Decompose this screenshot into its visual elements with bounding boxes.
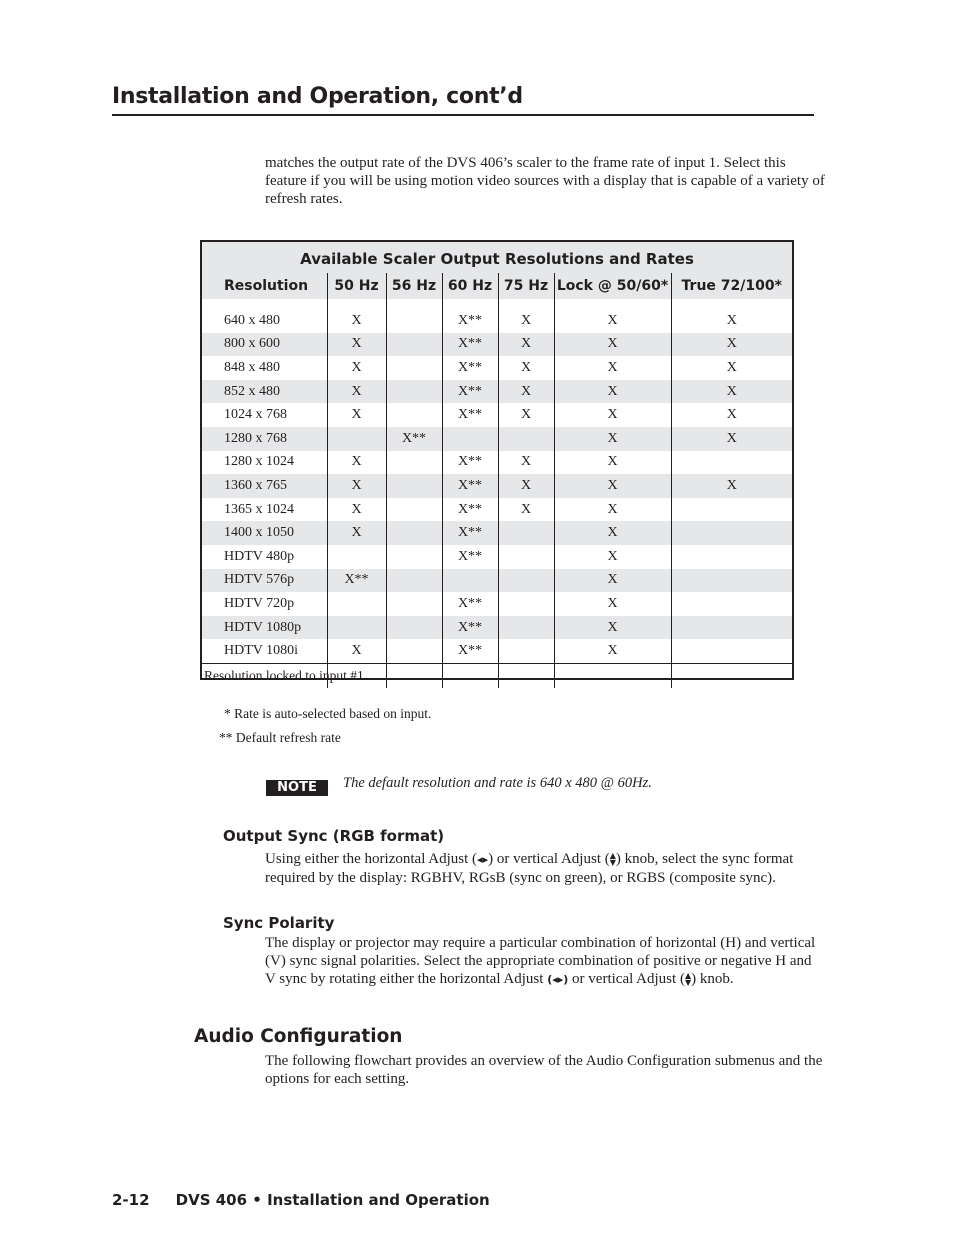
table-row (202, 380, 792, 404)
column-header: 56 Hz (386, 273, 442, 299)
rate-cell: X (554, 403, 671, 427)
rate-cell (442, 427, 498, 451)
column-header: Lock @ 50/60* (554, 273, 671, 299)
rate-cell: X (498, 356, 554, 380)
table-row (202, 474, 792, 498)
sync-polarity-text-a: The display or projector may require a particular combination of horizontal (H) and vertical (V) sync signal polarities. Select the appropriate combination of positive or negative H and V sync by rotating either the horizontal Adjust (265, 935, 816, 987)
column-header: 60 Hz (442, 273, 498, 299)
table-cell (386, 299, 442, 309)
rate-cell (498, 521, 554, 545)
table-row (202, 403, 792, 427)
rate-cell (386, 616, 442, 640)
resolution-cell: 1024 x 768 (224, 407, 287, 423)
rate-cell: X** (442, 309, 498, 333)
rate-cell (498, 616, 554, 640)
rate-cell: X** (442, 592, 498, 616)
rate-cell (386, 333, 442, 357)
rate-cell (671, 451, 792, 475)
rate-cell (386, 639, 442, 663)
rate-cell: X (671, 333, 792, 357)
table-header-row (202, 273, 792, 299)
rate-cell (671, 569, 792, 593)
resolutions-grid (202, 273, 792, 688)
table-row (202, 569, 792, 593)
resolution-cell: 1365 x 1024 (224, 501, 294, 517)
table-cell (498, 299, 554, 309)
rate-cell (442, 663, 498, 687)
rate-cell: X (327, 521, 386, 545)
rate-cell: X (671, 380, 792, 404)
rate-cell: X** (327, 569, 386, 593)
rate-cell (498, 545, 554, 569)
rate-cell: X (498, 309, 554, 333)
table-row (202, 545, 792, 569)
rate-cell (671, 616, 792, 640)
rate-cell: X (554, 474, 671, 498)
resolution-cell: HDTV 1080p (202, 616, 327, 640)
rate-cell (498, 569, 554, 593)
output-sync-heading: Output Sync (RGB format) (223, 827, 445, 845)
page-header-title: Installation and Operation, cont’d (112, 84, 523, 109)
resolution-cell: 1400 x 1050 (202, 521, 327, 545)
table-row (202, 592, 792, 616)
rate-cell: X (671, 356, 792, 380)
table-cell (442, 299, 498, 309)
output-sync-text-c: ) knob, select the sync format required by the display: RGBHV, RGsB (sync on green), or RGBS (composite sync). (265, 851, 794, 886)
rate-cell (498, 592, 554, 616)
rate-cell (386, 592, 442, 616)
rate-cell: X (554, 333, 671, 357)
rate-cell: X (327, 333, 386, 357)
left-right-arrows-icon: ◂▸ (477, 853, 489, 866)
rate-cell: X** (442, 545, 498, 569)
resolution-cell: HDTV 576p (202, 569, 327, 593)
rate-cell (671, 545, 792, 569)
output-sync-text-b: ) or vertical Adjust ( (488, 851, 610, 867)
output-sync-paragraph (265, 850, 825, 887)
sync-polarity-heading: Sync Polarity (223, 914, 335, 932)
intro-paragraph: matches the output rate of the DVS 406’s scaler to the frame rate of input 1. Select this feature if you will be using motion video sources with a display that is capable of a variety of refresh rates. (265, 155, 825, 207)
rate-cell: X (554, 639, 671, 663)
rate-cell: X (498, 380, 554, 404)
rate-cell: X (498, 403, 554, 427)
rate-cell: X** (442, 498, 498, 522)
rate-cell: X (671, 427, 792, 451)
rate-cell: X** (442, 474, 498, 498)
rate-cell: X (554, 451, 671, 475)
table-row (202, 451, 792, 475)
table-row-locked (202, 663, 792, 687)
table-row (202, 309, 792, 333)
audio-configuration-heading: Audio Configuration (194, 1026, 403, 1047)
table-cell (554, 299, 671, 309)
rate-cell: X (327, 474, 386, 498)
resolution-cell: 640 x 480 (224, 312, 280, 328)
rate-cell: X (554, 356, 671, 380)
table-row (202, 333, 792, 357)
rate-cell (671, 521, 792, 545)
column-header: 75 Hz (498, 273, 554, 299)
rate-cell (386, 569, 442, 593)
column-header: Resolution (202, 273, 327, 299)
table-cell (327, 299, 386, 309)
rate-cell (327, 592, 386, 616)
rate-cell: X (671, 474, 792, 498)
resolution-cell: Resolution locked to input #1 (202, 663, 327, 687)
rate-cell: X (671, 309, 792, 333)
resolution-cell: 1280 x 1024 (224, 454, 294, 470)
rate-cell: X (498, 498, 554, 522)
resolution-cell: 800 x 600 (202, 333, 327, 357)
rate-cell (327, 427, 386, 451)
resolution-cell: HDTV 720p (224, 595, 295, 611)
rate-cell: X (498, 333, 554, 357)
sync-polarity-text-c: ) knob. (691, 971, 734, 987)
resolution-cell: HDTV 480p (224, 548, 295, 564)
rate-cell: X (327, 403, 386, 427)
rate-cell: X (554, 427, 671, 451)
rate-cell (386, 521, 442, 545)
up-down-arrows-icon: ▲ ▼ (684, 971, 692, 987)
rate-cell: X (498, 474, 554, 498)
rate-cell: X** (442, 521, 498, 545)
note-text: The default resolution and rate is 640 x 480 @ 60Hz. (343, 775, 652, 791)
rate-cell: X (554, 521, 671, 545)
resolution-cell: 1280 x 768 (202, 427, 327, 451)
rate-cell (671, 498, 792, 522)
rate-cell (327, 545, 386, 569)
resolution-cell: HDTV 1080i (224, 643, 299, 659)
rate-cell (386, 309, 442, 333)
rate-cell: X (554, 380, 671, 404)
table-row (202, 356, 792, 380)
rate-cell: X (327, 498, 386, 522)
rate-cell (386, 403, 442, 427)
rate-cell (442, 569, 498, 593)
table-cell (202, 299, 327, 309)
rate-cell: X (671, 403, 792, 427)
rate-cell (671, 592, 792, 616)
table-title: Available Scaler Output Resolutions and Rates (300, 250, 694, 268)
rate-cell: X** (386, 427, 442, 451)
rate-cell (671, 639, 792, 663)
rate-cell (386, 545, 442, 569)
rate-cell: X** (442, 380, 498, 404)
rate-cell (386, 474, 442, 498)
rate-cell: X** (442, 403, 498, 427)
rate-cell: X (327, 356, 386, 380)
column-header: True 72/100* (671, 273, 792, 299)
rate-cell: X (327, 380, 386, 404)
audio-configuration-paragraph: The following flowchart provides an overview of the Audio Configuration submenus and the options for each setting. (265, 1053, 823, 1087)
rate-cell: X (327, 451, 386, 475)
rate-cell: X (554, 545, 671, 569)
rate-cell: X (327, 639, 386, 663)
rate-cell: X** (442, 333, 498, 357)
rate-cell: X (554, 592, 671, 616)
table-row (202, 616, 792, 640)
table-row (202, 639, 792, 663)
rate-cell (386, 498, 442, 522)
rate-cell: X** (442, 356, 498, 380)
rate-cell (498, 639, 554, 663)
rate-cell (386, 451, 442, 475)
footnote-double: ** Default refresh rate (219, 730, 341, 745)
resolutions-table (200, 240, 794, 683)
resolution-cell: 848 x 480 (224, 359, 280, 375)
table-row (202, 498, 792, 522)
table-spacer-row (202, 299, 792, 309)
rate-cell (327, 616, 386, 640)
rate-cell (498, 427, 554, 451)
rate-cell: X (554, 309, 671, 333)
left-right-arrows-icon: (◂▸) (547, 973, 569, 986)
resolution-cell: 1360 x 765 (202, 474, 327, 498)
rate-cell (671, 663, 792, 687)
footnote-single: * Rate is auto-selected based on input. (224, 706, 432, 721)
note-badge: NOTE (266, 780, 328, 796)
table-body (202, 299, 792, 688)
rate-cell: X (327, 309, 386, 333)
table-row (202, 521, 792, 545)
table-cell (671, 299, 792, 309)
rate-cell (554, 663, 671, 687)
rate-cell: X (554, 616, 671, 640)
rate-cell: X** (442, 639, 498, 663)
rate-cell (386, 663, 442, 687)
rate-cell (386, 380, 442, 404)
rate-cell: X** (442, 451, 498, 475)
page-footer: 2-12 DVS 406 • Installation and Operation (112, 1191, 490, 1209)
up-down-arrows-icon: ▲ ▼ (609, 851, 616, 867)
resolution-cell: 852 x 480 (202, 380, 327, 404)
rate-cell (498, 663, 554, 687)
sync-polarity-text-b: or vertical Adjust ( (568, 971, 685, 987)
output-sync-text-a: Using either the horizontal Adjust ( (265, 851, 478, 867)
sync-polarity-paragraph (265, 934, 825, 989)
rate-cell: X (554, 498, 671, 522)
header-rule (112, 114, 814, 116)
rate-cell: X (554, 569, 671, 593)
column-header: 50 Hz (327, 273, 386, 299)
rate-cell (386, 356, 442, 380)
table-row (202, 427, 792, 451)
rate-cell: X** (442, 616, 498, 640)
rate-cell: X (498, 451, 554, 475)
